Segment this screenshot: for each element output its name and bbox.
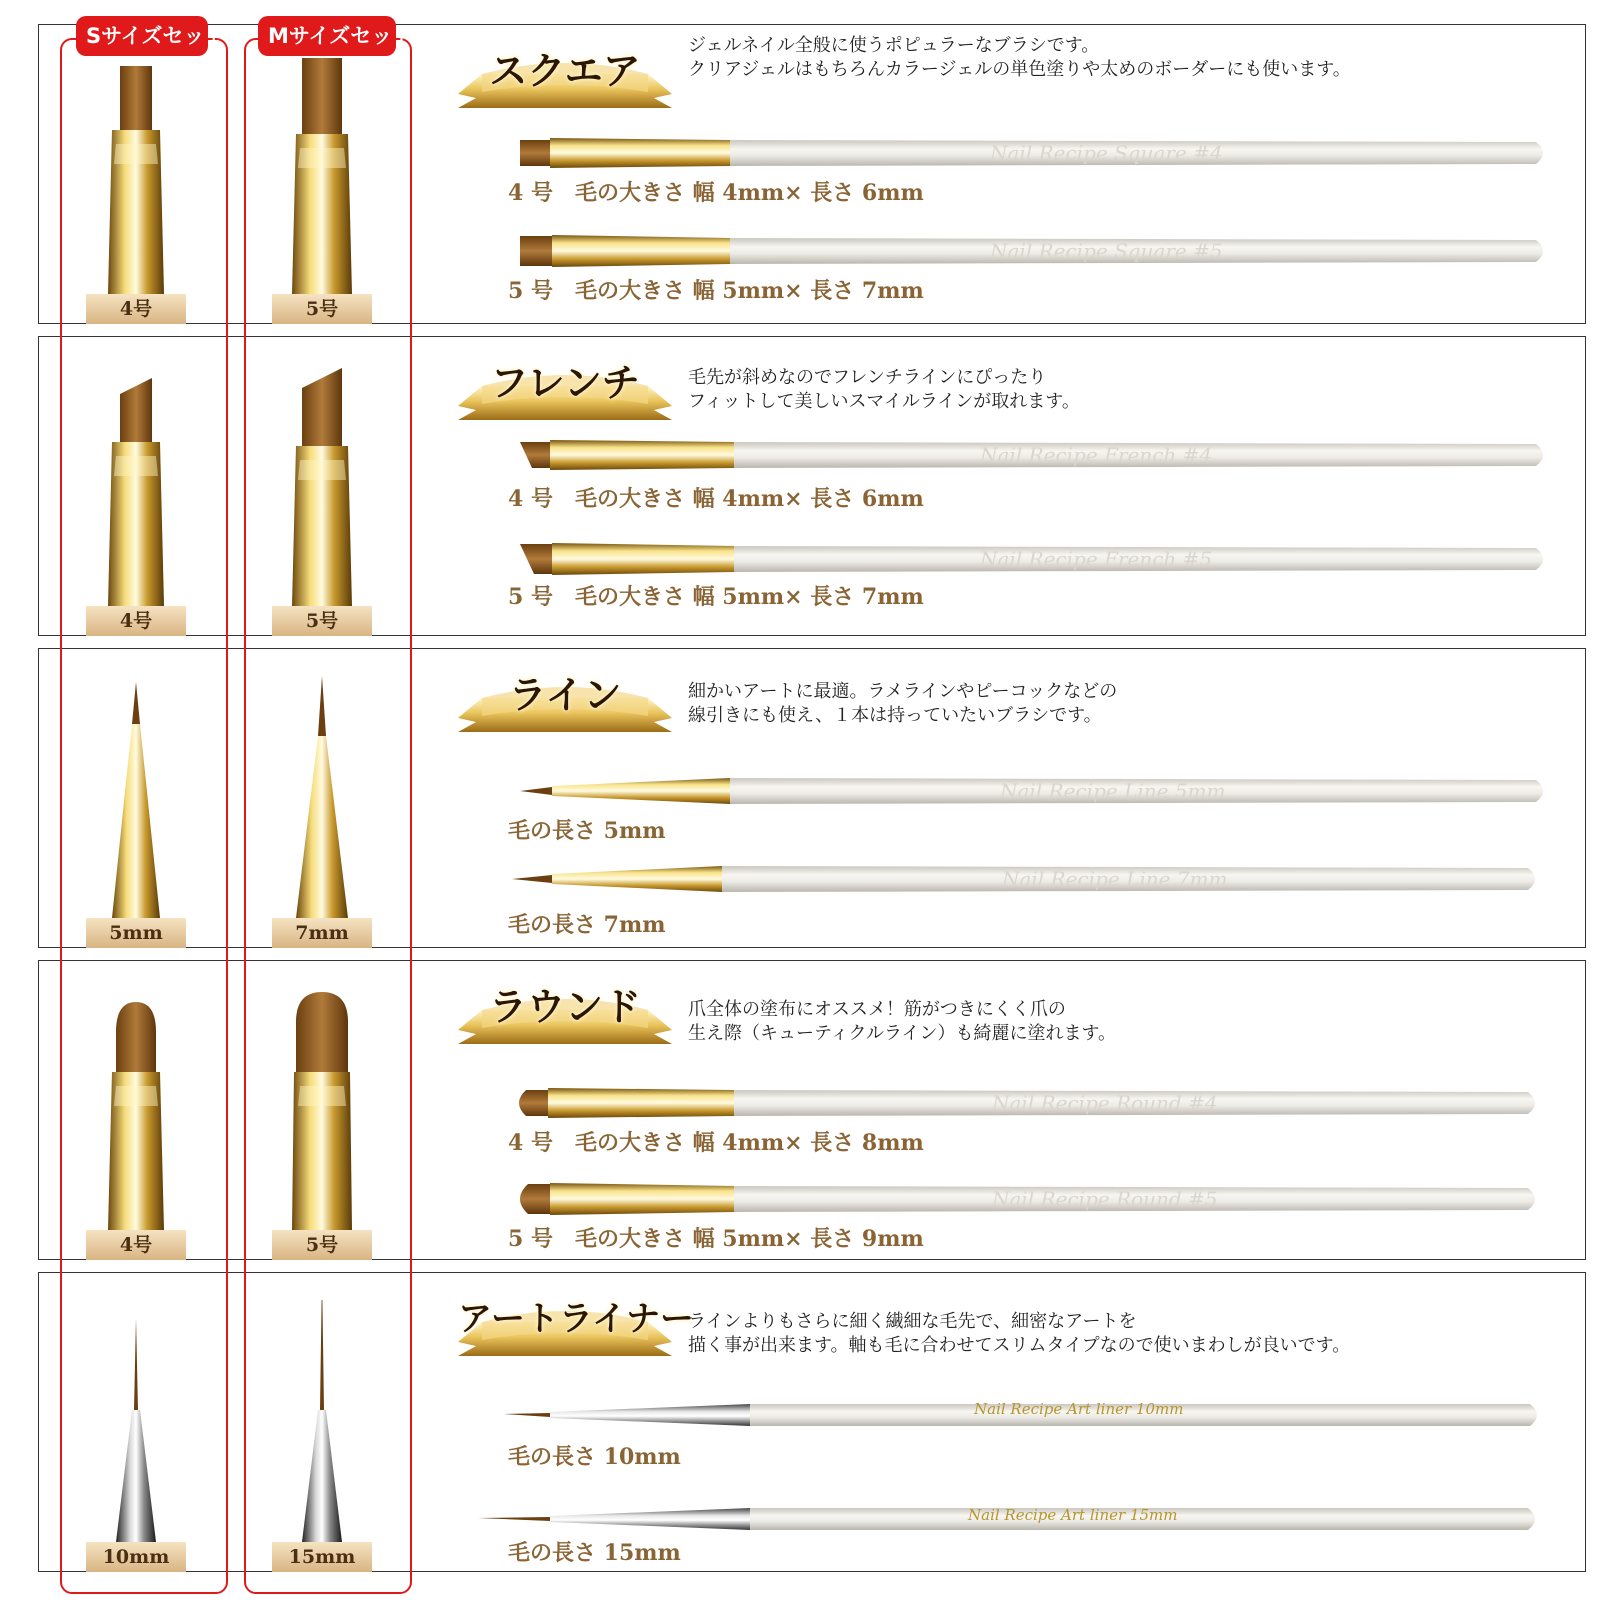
m-size-set-tag: Mサイズセット [258,16,396,56]
section-title: ライン [508,672,622,717]
engraving: Nail Recipe Line 5mm [1000,779,1226,803]
title-ribbon-art-liner [458,1286,694,1364]
brush-french-4 [520,434,1550,476]
desc-line: ジェルネイル全般に使うポピュラーなブラシです。 [688,35,1100,56]
desc-line: 線引きにも使え、１本は持っていたいブラシです。 [688,705,1102,726]
desc-line: 描く事が出来ます。軸も毛に合わせてスリムタイプなので使いまわしが良いです。 [688,1335,1351,1356]
engraving: Nail Recipe Square #5 [990,239,1223,263]
thumb-french-s [86,364,186,636]
desc-line: 毛先が斜めなのでフレンチラインにぴったり [688,367,1047,388]
desc-line: ラインよりもさらに細く繊細な毛先で、細密なアートを [688,1311,1137,1332]
thumb-label: 4号 [86,1230,186,1260]
thumb-label: 4号 [86,606,186,636]
thumb-line-s [86,676,186,948]
desc-round [688,998,1116,1046]
thumb-square-m [272,52,372,324]
engraving: Nail Recipe Round #5 [992,1187,1218,1211]
thumb-artliner-s [86,1300,186,1572]
brush-artliner-15mm [478,1498,1542,1540]
thumb-square-s [86,52,186,324]
thumb-label: 5号 [272,1230,372,1260]
spec-square-4: 4 号 毛の大きさ 幅 4mm× 長さ 6mm [508,180,924,206]
brush-square-4 [520,132,1550,174]
engraving: Nail Recipe French #4 [980,443,1213,467]
brush-square-5 [520,230,1550,272]
thumb-label: 4号 [86,294,186,324]
thumb-label: 5号 [272,606,372,636]
spec-line-7mm: 毛の長さ 7mm [508,912,666,938]
thumb-line-m [272,676,372,948]
brush-line-7mm [512,858,1542,900]
thumb-label: 10mm [86,1542,186,1572]
section-title: ラウンド [488,984,641,1029]
title-ribbon-french [458,350,672,428]
engraving: Nail Recipe Round #4 [992,1091,1218,1115]
brush-line-5mm [520,770,1550,812]
desc-art-liner [688,1310,1350,1358]
spec-artliner-10mm: 毛の長さ 10mm [508,1444,681,1470]
engraving: Nail Recipe Line 7mm [1002,867,1228,891]
spec-round-5: 5 号 毛の大きさ 幅 5mm× 長さ 9mm [508,1226,924,1252]
engraving: Nail Recipe Square #4 [990,141,1223,165]
title-ribbon-round [458,974,672,1052]
desc-line: 生え際（キューティクルライン）も綺麗に塗れます。 [688,1023,1117,1044]
section-title: スクエア [489,48,641,93]
brush-french-5 [520,538,1550,580]
thumb-label: 5mm [86,918,186,948]
thumb-round-s [86,988,186,1260]
desc-line: 細かいアートに最適。ラメラインやピーコックなどの [688,681,1118,702]
brush-round-4 [512,1082,1542,1124]
engraving: Nail Recipe Art liner 15mm [968,1506,1178,1524]
brush-round-5 [512,1178,1542,1220]
thumb-label: 7mm [272,918,372,948]
engraving: Nail Recipe French #5 [980,547,1213,571]
section-title: フレンチ [490,360,640,405]
s-size-set-tag: Sサイズセット [76,16,208,56]
spec-line-5mm: 毛の長さ 5mm [508,818,666,844]
desc-square [688,34,1351,82]
spec-square-5: 5 号 毛の大きさ 幅 5mm× 長さ 7mm [508,278,924,304]
desc-line: 爪全体の塗布にオススメ！筋がつきにくく爪の [688,999,1066,1020]
spec-round-4: 4 号 毛の大きさ 幅 4mm× 長さ 8mm [508,1130,924,1156]
desc-line: フィットして美しいスマイルラインが取れます。 [688,391,1080,412]
thumb-french-m [272,364,372,636]
thumb-round-m [272,988,372,1260]
desc-line: クリアジェルはもちろんカラージェルの単色塗りや太めのボーダーにも使います。 [688,59,1351,80]
desc-french [688,366,1080,414]
section-title: アートライナー [458,1299,694,1339]
desc-line-brush [688,680,1117,728]
brush-artliner-10mm [504,1394,1544,1436]
thumb-label: 5号 [272,294,372,324]
title-ribbon-square [458,38,672,116]
thumb-artliner-m [272,1300,372,1572]
thumb-label: 15mm [272,1542,372,1572]
spec-french-5: 5 号 毛の大きさ 幅 5mm× 長さ 7mm [508,584,924,610]
spec-artliner-15mm: 毛の長さ 15mm [508,1540,681,1566]
spec-french-4: 4 号 毛の大きさ 幅 4mm× 長さ 6mm [508,486,924,512]
title-ribbon-line [458,662,672,740]
engraving: Nail Recipe Art liner 10mm [974,1400,1184,1418]
